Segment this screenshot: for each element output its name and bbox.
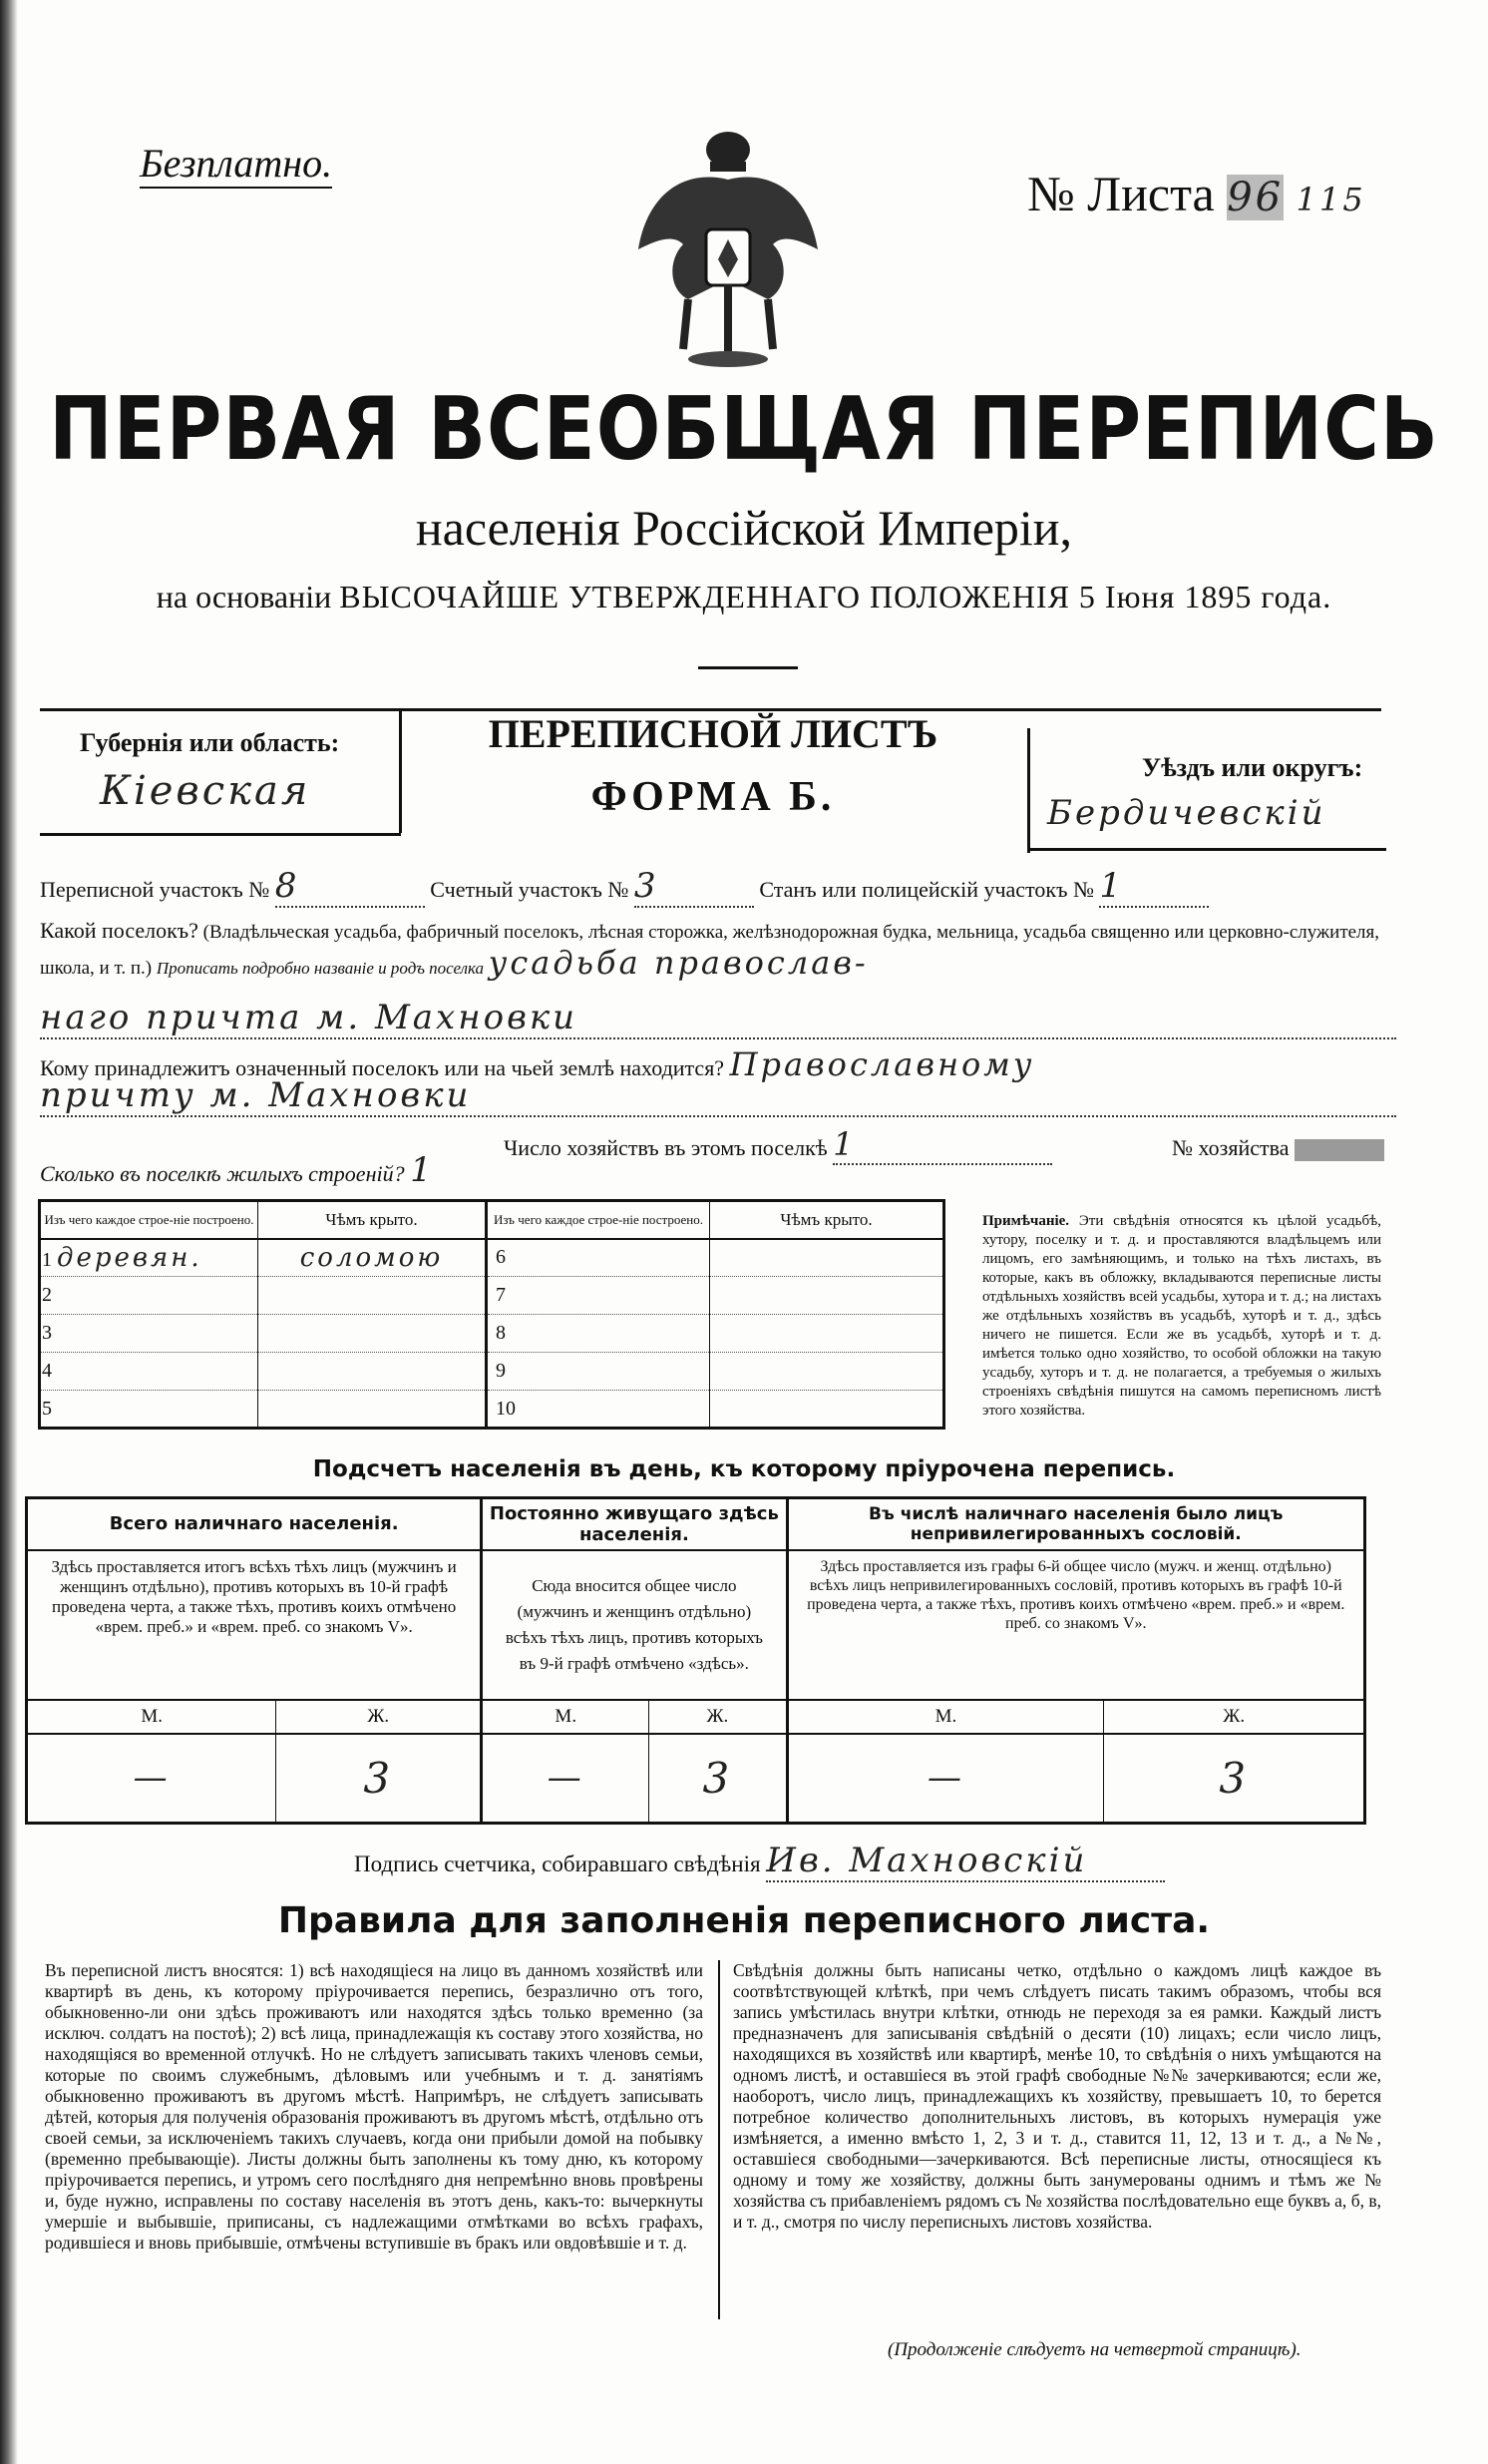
households-value: 1 <box>833 1125 1052 1165</box>
rules-column-divider <box>718 1960 720 2319</box>
signature-label: Подпись счетчика, собиравшаго свѣдѣнія <box>354 1851 761 1876</box>
owner-value-1: Православному <box>729 1045 1035 1083</box>
population-col-desc: Здѣсь проставляется изъ графы 6-й общее число (мужч. и женщ. отдѣльно) всѣхъ лицъ непривилегированныхъ сословій, противъ которыхъ въ графѣ 10-й проведена черта, а также тѣхъ, противъ коихъ отмѣчено «врем. преб.» и «врем. преб. со знакомъ V». <box>787 1550 1365 1700</box>
households-label: Число хозяйствъ въ этомъ поселкѣ <box>504 1135 828 1160</box>
form-title: ФОРМА Б. <box>590 774 836 820</box>
household-no-row <box>1172 1135 1384 1161</box>
roof-cell: соломою <box>258 1239 487 1277</box>
form-left-bottom <box>40 833 401 836</box>
census-area-value: 8 <box>275 866 425 908</box>
census-area-label: Переписной участокъ № <box>40 877 270 902</box>
table-row <box>40 1315 944 1353</box>
row-number: 6 <box>487 1239 710 1277</box>
buildings-value: 1 <box>410 1150 435 1190</box>
row-number: 9 <box>487 1353 710 1391</box>
col-roof-header-2: Чѣмъ крыто. <box>710 1201 944 1239</box>
basis-prefix: на основаніи <box>156 579 332 615</box>
household-no-label: № хозяйства <box>1172 1135 1290 1160</box>
owner-value-2: причту м. Махновки <box>40 1075 1396 1117</box>
col-roof-header: Чѣмъ крыто. <box>258 1201 487 1239</box>
roof-cell <box>710 1353 944 1391</box>
male-value: — <box>27 1734 276 1824</box>
table-row <box>40 1239 944 1277</box>
table-row <box>40 1391 944 1429</box>
material-cell: деревян. <box>57 1242 202 1273</box>
district-value: Бердичевскій <box>1047 793 1326 833</box>
roof-cell <box>710 1277 944 1315</box>
form-right-divider <box>1027 728 1030 853</box>
form-right-bottom <box>1027 848 1386 851</box>
row-number: 1 <box>42 1248 52 1271</box>
basis-line <box>0 579 1488 616</box>
settlement-label: Какой поселокъ? <box>40 918 198 943</box>
female-label: Ж. <box>1104 1700 1365 1734</box>
census-area-row <box>40 866 1396 908</box>
households-row <box>504 1125 1052 1165</box>
page-subtitle: населенія Россійской Имперіи, <box>415 500 1073 556</box>
header-divider <box>698 666 798 669</box>
buildings-label: Сколько въ поселкѣ жилыхъ строеній? <box>40 1161 405 1186</box>
settlement-hint: (Владѣльческая усадьба, фабричный поселокъ, лѣсная сторожка, желѣзнодорожная будка, мельница, усадьба священно или церковно-служителя, школа, и т. п.) <box>40 922 1380 979</box>
buildings-row <box>40 1150 435 1190</box>
signature-value: Ив. Махновскій <box>766 1841 1165 1882</box>
female-value: 3 <box>649 1734 787 1824</box>
sheet-number-value: 96 <box>1227 175 1285 220</box>
settlement-value-1: усадьба православ- <box>488 944 869 982</box>
free-label: Безплатно. <box>140 140 332 189</box>
population-col-desc: Здѣсь проставляется итогъ всѣхъ тѣхъ лицъ (мужчинъ и женщинъ отдѣльно), противъ которыхъ въ 10-й графѣ проведена черта, а также тѣхъ, противъ коихъ отмѣчено «врем. преб.» и «врем. преб. со знакомъ V». <box>27 1550 482 1700</box>
row-number: 2 <box>40 1277 258 1315</box>
page-edge <box>0 0 18 2464</box>
male-label: М. <box>482 1700 649 1734</box>
row-number: 5 <box>40 1391 258 1429</box>
female-label: Ж. <box>649 1700 787 1734</box>
col-material-header-2: Изъ чего каждое строе-ніе построено. <box>487 1201 710 1239</box>
sheet-title: ПЕРЕПИСНОЙ ЛИСТЪ <box>488 711 938 756</box>
population-table <box>25 1496 1366 1825</box>
row-number: 10 <box>487 1391 710 1429</box>
roof-cell <box>258 1277 487 1315</box>
roof-cell <box>710 1239 944 1277</box>
row-number: 8 <box>487 1315 710 1353</box>
province-value: Кіевская <box>100 768 311 814</box>
household-no-value <box>1295 1139 1384 1161</box>
district-label: Уѣздъ или округъ: <box>1142 753 1363 782</box>
settlement-hint-2: Прописать подробно названіе и родъ поселка <box>156 959 485 978</box>
rules-title: Правила для заполненія переписного листа. <box>277 1900 1211 1941</box>
population-col-title: Въ числѣ наличнаго населенія было лицъ непривилегированныхъ сословій. <box>787 1498 1365 1550</box>
roof-cell <box>258 1353 487 1391</box>
row-number: 7 <box>487 1277 710 1315</box>
province-label: Губернія или область: <box>80 728 340 757</box>
rules-right-column: Свѣдѣнія должны быть написаны четко, отдѣльно о каждомъ лицѣ каждое въ соотвѣтствующей клѣткѣ, при чемъ слѣдуетъ писать такимъ образомъ, чтобы вся запись умѣстилась внутри клѣтки, отнюдь не переходя за ея рамки. Каждый листъ предназначенъ для записыванія свѣдѣній о десяти (10) лицахъ; если число лицъ, находящихся въ хозяйствѣ или квартирѣ, менѣе 10, то свѣдѣнія о нихъ умѣщаются на одномъ листѣ, и оставшіеся въ этой графѣ свободные №№ зачеркиваются; если же, наоборотъ, число лицъ, принадлежащихъ къ хозяйству, превышаетъ 10, то берется потребное количество дополнительныхъ листовъ, въ которыхъ нумерація уже измѣняется, а именно вмѣсто 1, 2, 3 и т. д., ставится 11, 12, 13 и т. д., а №№, оставшіеся свободными—зачеркиваются. Всѣ переписные листы, относящіеся къ одному и тому же хозяйству, должны быть занумерованы однимъ и тѣмъ же № хозяйства съ прибавленіемъ рядомъ съ № хозяйства послѣдовательно еще буквъ а, б, в, и т. д., смотря по числу переписныхъ листовъ хозяйства. <box>733 1960 1381 2232</box>
table-row <box>40 1277 944 1315</box>
population-col-desc: Сюда вносится общее число (мужчинъ и женщинъ отдѣльно) всѣхъ тѣхъ лицъ, противъ которыхъ въ 9-й графѣ отмѣчено «здѣсь». <box>482 1550 787 1700</box>
male-value: — <box>787 1734 1104 1824</box>
female-value: 3 <box>1219 1753 1250 1803</box>
note-block <box>982 1212 1381 1421</box>
sheet-number-label: № Листа <box>1027 166 1215 221</box>
sheet-number <box>1027 165 1366 222</box>
note-title: Примѣчаніе. <box>982 1213 1070 1229</box>
rules-continued: (Продолженіе слѣдуетъ на четвертой страницѣ). <box>888 2339 1302 2360</box>
row-number: 3 <box>40 1315 258 1353</box>
stan-label: Станъ или полицейскій участокъ № <box>759 877 1094 902</box>
count-area-value: 3 <box>634 866 754 908</box>
stan-value: 1 <box>1099 866 1209 908</box>
female-value: 3 <box>276 1734 482 1824</box>
roof-cell <box>710 1391 944 1429</box>
col-material-header: Изъ чего каждое строе-ніе построено. <box>40 1201 258 1239</box>
roof-cell <box>258 1315 487 1353</box>
basis-main: ВЫСОЧАЙШЕ УТВЕРЖДЕННАГО ПОЛОЖЕНІЯ 5 Іюня 1895 года. <box>339 579 1332 615</box>
roof-cell <box>710 1315 944 1353</box>
double-headed-eagle-emblem <box>628 130 828 369</box>
population-col-title: Всего наличнаго населенія. <box>27 1498 482 1550</box>
page-title: ПЕРВАЯ ВСЕОБЩАЯ ПЕРЕПИСЬ <box>49 377 1439 480</box>
settlement-value-2: наго причта м. Махновки <box>40 998 1396 1039</box>
roof-cell <box>258 1391 487 1429</box>
owner-label: Кому принадлежитъ означенный поселокъ или на чьей землѣ находится? <box>40 1055 725 1080</box>
population-heading: Подсчетъ населенія въ день, къ которому пріурочена перепись. <box>312 1456 1176 1482</box>
population-col-title: Постоянно живущаго здѣсь населенія. <box>482 1498 787 1550</box>
sheet-number-alt: 115 <box>1296 181 1366 218</box>
male-value: — <box>482 1734 649 1824</box>
male-label: М. <box>787 1700 1104 1734</box>
note-text: Эти свѣдѣнія относятся къ цѣлой усадьбѣ, хутору, поселку и т. д. и проставляются владѣльцемъ или лицомъ, его замѣняющимъ, и только на тѣхъ листахъ, въ которые, какъ въ обложку, вкладываются переписные листы отдѣльныхъ хозяйствъ всей усадьбы, хутора и т. д.; на листахъ же отдѣльныхъ хозяйствъ въ усадьбѣ, хуторѣ и т. д., здѣсь ничего не пишется. Если же въ усадьбѣ, хуторѣ и т. д. имѣется только одно хозяйство, то особой обложки на такую усадьбу, хуторъ и т. д. не полагается, а требуемыя о жилыхъ строеніяхъ свѣдѣнія пишутся на самомъ переписномъ листѣ этого хозяйства. <box>982 1213 1382 1419</box>
male-label: М. <box>27 1700 276 1734</box>
row-number: 4 <box>40 1353 258 1391</box>
settlement-block <box>40 916 1396 984</box>
count-area-label: Счетный участокъ № <box>430 877 629 902</box>
buildings-table <box>38 1199 945 1430</box>
female-label: Ж. <box>276 1700 482 1734</box>
table-row <box>40 1353 944 1391</box>
rules-left-column: Въ переписной листъ вносятся: 1) всѣ находящіеся на лицо въ данномъ хозяйствѣ или квартирѣ въ день, къ которому пріурочивается перепись, безразлично отъ того, обыкновенно-ли они здѣсь проживаютъ или находятся здѣсь только временно (за исключ. солдатъ на постоѣ); 2) всѣ лица, принадлежащія къ составу этого хозяйства, но находящіяся во временной отлучкѣ. Но не слѣдуетъ записывать такихъ членовъ семьи, которые по своимъ служебнымъ, дѣловымъ или учебнымъ и т. д. занятіямъ обыкновенно проживаютъ въ другомъ мѣстѣ. Напримѣръ, не слѣдуетъ записывать дѣтей, которыя для полученія образованія проживаютъ въ другомъ мѣстѣ, отдѣльно отъ своей семьи, за исключеніемъ такихъ случаевъ, когда они прибыли домой на побывку (временно пребывающіе). Листы должны быть заполнены къ тому дню, къ которому пріурочивается перепись, и утромъ сего послѣдняго дня непремѣнно вновь провѣрены и, буде нужно, исправлены по составу населенія въ этотъ день, какъ-то: вычеркнуты умершіе и выбывшіе, приписаны, съ надлежащими отмѣтками во всѣхъ графахъ, родившіеся и вновь прибывшіе, отмѣчены вступившіе въ бракъ или овдовѣвшіе и т. д. <box>45 1960 703 2253</box>
signature-row <box>354 1841 1165 1882</box>
